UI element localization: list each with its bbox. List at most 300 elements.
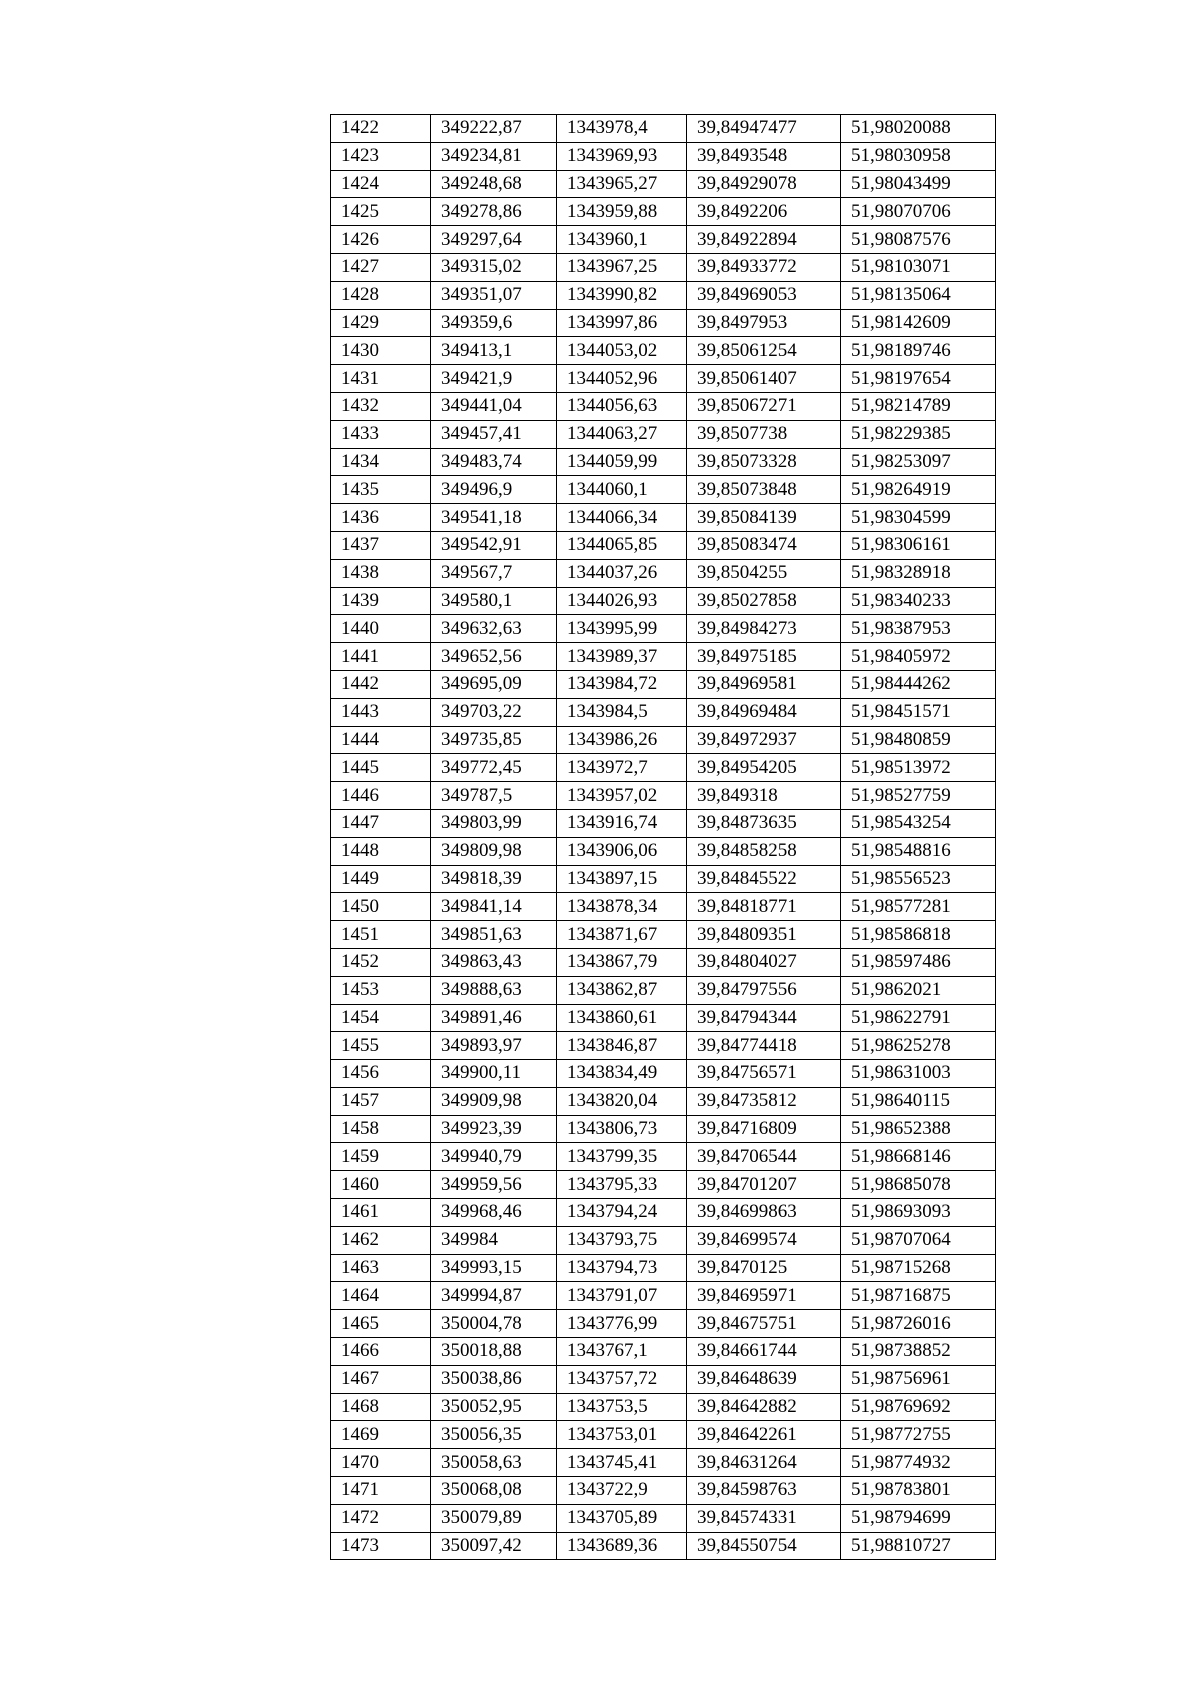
point-number-cell: 1440 (331, 615, 431, 643)
point-number-cell: 1439 (331, 587, 431, 615)
x-coordinate-cell: 349909,98 (431, 1087, 557, 1115)
latitude-cell: 51,98685078 (841, 1171, 996, 1199)
x-coordinate-cell: 349567,7 (431, 559, 557, 587)
point-number-cell: 1441 (331, 643, 431, 671)
longitude-cell: 39,85073328 (687, 448, 841, 476)
x-coordinate-cell: 350068,08 (431, 1477, 557, 1505)
latitude-cell: 51,98444262 (841, 670, 996, 698)
x-coordinate-cell: 349968,46 (431, 1199, 557, 1227)
longitude-cell: 39,84648639 (687, 1365, 841, 1393)
longitude-cell: 39,84774418 (687, 1032, 841, 1060)
point-number-cell: 1424 (331, 170, 431, 198)
table-row (331, 1449, 996, 1477)
x-coordinate-cell: 350038,86 (431, 1365, 557, 1393)
y-coordinate-cell: 1343791,07 (557, 1282, 687, 1310)
latitude-cell: 51,98087576 (841, 226, 996, 254)
table-row (331, 253, 996, 281)
latitude-cell: 51,98543254 (841, 809, 996, 837)
point-number-cell: 1434 (331, 448, 431, 476)
longitude-cell: 39,84716809 (687, 1115, 841, 1143)
x-coordinate-cell: 350058,63 (431, 1449, 557, 1477)
longitude-cell: 39,84969484 (687, 698, 841, 726)
point-number-cell: 1455 (331, 1032, 431, 1060)
longitude-cell: 39,84642882 (687, 1393, 841, 1421)
latitude-cell: 51,98451571 (841, 698, 996, 726)
y-coordinate-cell: 1343799,35 (557, 1143, 687, 1171)
y-coordinate-cell: 1344059,99 (557, 448, 687, 476)
point-number-cell: 1466 (331, 1338, 431, 1366)
table-row (331, 670, 996, 698)
x-coordinate-cell: 349695,09 (431, 670, 557, 698)
latitude-cell: 51,98597486 (841, 948, 996, 976)
longitude-cell: 39,84701207 (687, 1171, 841, 1199)
table-row (331, 1032, 996, 1060)
longitude-cell: 39,85083474 (687, 531, 841, 559)
latitude-cell: 51,98769692 (841, 1393, 996, 1421)
longitude-cell: 39,85061407 (687, 365, 841, 393)
latitude-cell: 51,9862021 (841, 976, 996, 1004)
table-row (331, 531, 996, 559)
longitude-cell: 39,84954205 (687, 754, 841, 782)
table-row (331, 1504, 996, 1532)
point-number-cell: 1436 (331, 504, 431, 532)
point-number-cell: 1432 (331, 392, 431, 420)
latitude-cell: 51,98142609 (841, 309, 996, 337)
y-coordinate-cell: 1343860,61 (557, 1004, 687, 1032)
longitude-cell: 39,85061254 (687, 337, 841, 365)
table-row (331, 1532, 996, 1560)
y-coordinate-cell: 1343689,36 (557, 1532, 687, 1560)
latitude-cell: 51,98640115 (841, 1087, 996, 1115)
latitude-cell: 51,98070706 (841, 198, 996, 226)
point-number-cell: 1442 (331, 670, 431, 698)
latitude-cell: 51,98652388 (841, 1115, 996, 1143)
y-coordinate-cell: 1343834,49 (557, 1060, 687, 1088)
point-number-cell: 1457 (331, 1087, 431, 1115)
y-coordinate-cell: 1343967,25 (557, 253, 687, 281)
table-row (331, 1199, 996, 1227)
longitude-cell: 39,84695971 (687, 1282, 841, 1310)
x-coordinate-cell: 349923,39 (431, 1115, 557, 1143)
y-coordinate-cell: 1343753,5 (557, 1393, 687, 1421)
y-coordinate-cell: 1343794,73 (557, 1254, 687, 1282)
table-row (331, 448, 996, 476)
table-row (331, 1393, 996, 1421)
latitude-cell: 51,98304599 (841, 504, 996, 532)
y-coordinate-cell: 1343959,88 (557, 198, 687, 226)
table-row (331, 170, 996, 198)
y-coordinate-cell: 1343722,9 (557, 1477, 687, 1505)
point-number-cell: 1460 (331, 1171, 431, 1199)
table-row (331, 1115, 996, 1143)
x-coordinate-cell: 349863,43 (431, 948, 557, 976)
latitude-cell: 51,98715268 (841, 1254, 996, 1282)
longitude-cell: 39,84797556 (687, 976, 841, 1004)
table-row (331, 1060, 996, 1088)
table-row (331, 198, 996, 226)
longitude-cell: 39,84598763 (687, 1477, 841, 1505)
latitude-cell: 51,98103071 (841, 253, 996, 281)
point-number-cell: 1452 (331, 948, 431, 976)
y-coordinate-cell: 1343878,34 (557, 893, 687, 921)
longitude-cell: 39,84735812 (687, 1087, 841, 1115)
table-row (331, 587, 996, 615)
point-number-cell: 1443 (331, 698, 431, 726)
table-row (331, 837, 996, 865)
longitude-cell: 39,8504255 (687, 559, 841, 587)
latitude-cell: 51,98197654 (841, 365, 996, 393)
y-coordinate-cell: 1343794,24 (557, 1199, 687, 1227)
table-row (331, 754, 996, 782)
latitude-cell: 51,98707064 (841, 1226, 996, 1254)
latitude-cell: 51,98020088 (841, 115, 996, 143)
latitude-cell: 51,98043499 (841, 170, 996, 198)
x-coordinate-cell: 350097,42 (431, 1532, 557, 1560)
point-number-cell: 1438 (331, 559, 431, 587)
x-coordinate-cell: 349632,63 (431, 615, 557, 643)
x-coordinate-cell: 350056,35 (431, 1421, 557, 1449)
y-coordinate-cell: 1343984,5 (557, 698, 687, 726)
x-coordinate-cell: 349483,74 (431, 448, 557, 476)
y-coordinate-cell: 1343957,02 (557, 782, 687, 810)
y-coordinate-cell: 1344053,02 (557, 337, 687, 365)
x-coordinate-cell: 349703,22 (431, 698, 557, 726)
point-number-cell: 1423 (331, 142, 431, 170)
x-coordinate-cell: 349248,68 (431, 170, 557, 198)
x-coordinate-cell: 349234,81 (431, 142, 557, 170)
point-number-cell: 1427 (331, 253, 431, 281)
y-coordinate-cell: 1344026,93 (557, 587, 687, 615)
longitude-cell: 39,84804027 (687, 948, 841, 976)
longitude-cell: 39,8492206 (687, 198, 841, 226)
longitude-cell: 39,84975185 (687, 643, 841, 671)
latitude-cell: 51,98693093 (841, 1199, 996, 1227)
point-number-cell: 1425 (331, 198, 431, 226)
point-number-cell: 1448 (331, 837, 431, 865)
longitude-cell: 39,85027858 (687, 587, 841, 615)
latitude-cell: 51,98772755 (841, 1421, 996, 1449)
latitude-cell: 51,98625278 (841, 1032, 996, 1060)
x-coordinate-cell: 349772,45 (431, 754, 557, 782)
point-number-cell: 1464 (331, 1282, 431, 1310)
longitude-cell: 39,8493548 (687, 142, 841, 170)
latitude-cell: 51,98774932 (841, 1449, 996, 1477)
longitude-cell: 39,85073848 (687, 476, 841, 504)
x-coordinate-cell: 350052,95 (431, 1393, 557, 1421)
point-number-cell: 1447 (331, 809, 431, 837)
latitude-cell: 51,98577281 (841, 893, 996, 921)
longitude-cell: 39,85067271 (687, 392, 841, 420)
point-number-cell: 1468 (331, 1393, 431, 1421)
y-coordinate-cell: 1343997,86 (557, 309, 687, 337)
y-coordinate-cell: 1343990,82 (557, 281, 687, 309)
table-row (331, 809, 996, 837)
longitude-cell: 39,84574331 (687, 1504, 841, 1532)
table-row (331, 365, 996, 393)
point-number-cell: 1456 (331, 1060, 431, 1088)
longitude-cell: 39,84972937 (687, 726, 841, 754)
point-number-cell: 1426 (331, 226, 431, 254)
x-coordinate-cell: 350004,78 (431, 1310, 557, 1338)
point-number-cell: 1431 (331, 365, 431, 393)
latitude-cell: 51,98810727 (841, 1532, 996, 1560)
y-coordinate-cell: 1344066,34 (557, 504, 687, 532)
longitude-cell: 39,8497953 (687, 309, 841, 337)
x-coordinate-cell: 349809,98 (431, 837, 557, 865)
y-coordinate-cell: 1343972,7 (557, 754, 687, 782)
longitude-cell: 39,84699574 (687, 1226, 841, 1254)
latitude-cell: 51,98631003 (841, 1060, 996, 1088)
y-coordinate-cell: 1343753,01 (557, 1421, 687, 1449)
point-number-cell: 1463 (331, 1254, 431, 1282)
x-coordinate-cell: 349900,11 (431, 1060, 557, 1088)
x-coordinate-cell: 350079,89 (431, 1504, 557, 1532)
y-coordinate-cell: 1343757,72 (557, 1365, 687, 1393)
longitude-cell: 39,84699863 (687, 1199, 841, 1227)
x-coordinate-cell: 349222,87 (431, 115, 557, 143)
latitude-cell: 51,98214789 (841, 392, 996, 420)
point-number-cell: 1469 (331, 1421, 431, 1449)
latitude-cell: 51,98480859 (841, 726, 996, 754)
latitude-cell: 51,98135064 (841, 281, 996, 309)
longitude-cell: 39,84661744 (687, 1338, 841, 1366)
table-row (331, 504, 996, 532)
longitude-cell: 39,84922894 (687, 226, 841, 254)
latitude-cell: 51,98738852 (841, 1338, 996, 1366)
table-row (331, 1254, 996, 1282)
point-number-cell: 1472 (331, 1504, 431, 1532)
y-coordinate-cell: 1343776,99 (557, 1310, 687, 1338)
table-row (331, 115, 996, 143)
x-coordinate-cell: 349541,18 (431, 504, 557, 532)
latitude-cell: 51,98756961 (841, 1365, 996, 1393)
point-number-cell: 1462 (331, 1226, 431, 1254)
x-coordinate-cell: 349787,5 (431, 782, 557, 810)
point-number-cell: 1470 (331, 1449, 431, 1477)
y-coordinate-cell: 1343820,04 (557, 1087, 687, 1115)
point-number-cell: 1446 (331, 782, 431, 810)
point-number-cell: 1433 (331, 420, 431, 448)
latitude-cell: 51,98387953 (841, 615, 996, 643)
longitude-cell: 39,84929078 (687, 170, 841, 198)
y-coordinate-cell: 1344060,1 (557, 476, 687, 504)
point-number-cell: 1449 (331, 865, 431, 893)
x-coordinate-cell: 349940,79 (431, 1143, 557, 1171)
y-coordinate-cell: 1343871,67 (557, 921, 687, 949)
x-coordinate-cell: 349893,97 (431, 1032, 557, 1060)
x-coordinate-cell: 349888,63 (431, 976, 557, 1004)
latitude-cell: 51,98527759 (841, 782, 996, 810)
point-number-cell: 1422 (331, 115, 431, 143)
x-coordinate-cell: 350018,88 (431, 1338, 557, 1366)
longitude-cell: 39,84756571 (687, 1060, 841, 1088)
table-row (331, 559, 996, 587)
latitude-cell: 51,98794699 (841, 1504, 996, 1532)
longitude-cell: 39,84984273 (687, 615, 841, 643)
table-row (331, 1310, 996, 1338)
point-number-cell: 1465 (331, 1310, 431, 1338)
longitude-cell: 39,8507738 (687, 420, 841, 448)
y-coordinate-cell: 1343795,33 (557, 1171, 687, 1199)
longitude-cell: 39,84858258 (687, 837, 841, 865)
x-coordinate-cell: 349993,15 (431, 1254, 557, 1282)
latitude-cell: 51,98726016 (841, 1310, 996, 1338)
longitude-cell: 39,84631264 (687, 1449, 841, 1477)
x-coordinate-cell: 349959,56 (431, 1171, 557, 1199)
y-coordinate-cell: 1343897,15 (557, 865, 687, 893)
point-number-cell: 1451 (331, 921, 431, 949)
x-coordinate-cell: 349421,9 (431, 365, 557, 393)
y-coordinate-cell: 1343867,79 (557, 948, 687, 976)
y-coordinate-cell: 1344063,27 (557, 420, 687, 448)
point-number-cell: 1445 (331, 754, 431, 782)
longitude-cell: 39,849318 (687, 782, 841, 810)
point-number-cell: 1454 (331, 1004, 431, 1032)
point-number-cell: 1450 (331, 893, 431, 921)
point-number-cell: 1453 (331, 976, 431, 1004)
latitude-cell: 51,98189746 (841, 337, 996, 365)
table-row (331, 698, 996, 726)
latitude-cell: 51,98548816 (841, 837, 996, 865)
x-coordinate-cell: 349413,1 (431, 337, 557, 365)
latitude-cell: 51,98264919 (841, 476, 996, 504)
table-row (331, 142, 996, 170)
x-coordinate-cell: 349441,04 (431, 392, 557, 420)
latitude-cell: 51,98229385 (841, 420, 996, 448)
longitude-cell: 39,84550754 (687, 1532, 841, 1560)
coordinates-table (330, 114, 996, 1560)
x-coordinate-cell: 349542,91 (431, 531, 557, 559)
table-row (331, 1004, 996, 1032)
table-row (331, 1421, 996, 1449)
latitude-cell: 51,98556523 (841, 865, 996, 893)
point-number-cell: 1437 (331, 531, 431, 559)
y-coordinate-cell: 1343862,87 (557, 976, 687, 1004)
y-coordinate-cell: 1343846,87 (557, 1032, 687, 1060)
table-row (331, 476, 996, 504)
table-row (331, 392, 996, 420)
point-number-cell: 1473 (331, 1532, 431, 1560)
y-coordinate-cell: 1343960,1 (557, 226, 687, 254)
table-row (331, 865, 996, 893)
x-coordinate-cell: 349278,86 (431, 198, 557, 226)
latitude-cell: 51,98405972 (841, 643, 996, 671)
x-coordinate-cell: 349315,02 (431, 253, 557, 281)
y-coordinate-cell: 1343969,93 (557, 142, 687, 170)
y-coordinate-cell: 1344037,26 (557, 559, 687, 587)
longitude-cell: 39,84845522 (687, 865, 841, 893)
latitude-cell: 51,98513972 (841, 754, 996, 782)
x-coordinate-cell: 349851,63 (431, 921, 557, 949)
x-coordinate-cell: 349818,39 (431, 865, 557, 893)
latitude-cell: 51,98030958 (841, 142, 996, 170)
x-coordinate-cell: 349984 (431, 1226, 557, 1254)
point-number-cell: 1471 (331, 1477, 431, 1505)
latitude-cell: 51,98340233 (841, 587, 996, 615)
y-coordinate-cell: 1343745,41 (557, 1449, 687, 1477)
x-coordinate-cell: 349351,07 (431, 281, 557, 309)
table-row (331, 420, 996, 448)
table-row (331, 337, 996, 365)
latitude-cell: 51,98586818 (841, 921, 996, 949)
latitude-cell: 51,98328918 (841, 559, 996, 587)
x-coordinate-cell: 349652,56 (431, 643, 557, 671)
y-coordinate-cell: 1343793,75 (557, 1226, 687, 1254)
x-coordinate-cell: 349891,46 (431, 1004, 557, 1032)
point-number-cell: 1467 (331, 1365, 431, 1393)
longitude-cell: 39,84933772 (687, 253, 841, 281)
y-coordinate-cell: 1344052,96 (557, 365, 687, 393)
table-row (331, 782, 996, 810)
y-coordinate-cell: 1343806,73 (557, 1115, 687, 1143)
table-row (331, 1282, 996, 1310)
longitude-cell: 39,84947477 (687, 115, 841, 143)
x-coordinate-cell: 349496,9 (431, 476, 557, 504)
point-number-cell: 1430 (331, 337, 431, 365)
point-number-cell: 1428 (331, 281, 431, 309)
x-coordinate-cell: 349994,87 (431, 1282, 557, 1310)
longitude-cell: 39,84809351 (687, 921, 841, 949)
y-coordinate-cell: 1343995,99 (557, 615, 687, 643)
y-coordinate-cell: 1343916,74 (557, 809, 687, 837)
y-coordinate-cell: 1344056,63 (557, 392, 687, 420)
y-coordinate-cell: 1343989,37 (557, 643, 687, 671)
longitude-cell: 39,8470125 (687, 1254, 841, 1282)
longitude-cell: 39,84873635 (687, 809, 841, 837)
y-coordinate-cell: 1343978,4 (557, 115, 687, 143)
table-row (331, 1226, 996, 1254)
longitude-cell: 39,84675751 (687, 1310, 841, 1338)
latitude-cell: 51,98622791 (841, 1004, 996, 1032)
table-row (331, 976, 996, 1004)
y-coordinate-cell: 1344065,85 (557, 531, 687, 559)
x-coordinate-cell: 349580,1 (431, 587, 557, 615)
table-row (331, 1087, 996, 1115)
table-row (331, 1477, 996, 1505)
latitude-cell: 51,98716875 (841, 1282, 996, 1310)
table-row (331, 921, 996, 949)
table-row (331, 948, 996, 976)
table-row (331, 726, 996, 754)
longitude-cell: 39,84969053 (687, 281, 841, 309)
x-coordinate-cell: 349841,14 (431, 893, 557, 921)
table-row (331, 281, 996, 309)
y-coordinate-cell: 1343906,06 (557, 837, 687, 865)
coordinates-table-body (331, 115, 996, 1560)
table-row (331, 1338, 996, 1366)
point-number-cell: 1461 (331, 1199, 431, 1227)
point-number-cell: 1459 (331, 1143, 431, 1171)
latitude-cell: 51,98783801 (841, 1477, 996, 1505)
latitude-cell: 51,98668146 (841, 1143, 996, 1171)
x-coordinate-cell: 349735,85 (431, 726, 557, 754)
table-row (331, 226, 996, 254)
y-coordinate-cell: 1343984,72 (557, 670, 687, 698)
y-coordinate-cell: 1343767,1 (557, 1338, 687, 1366)
point-number-cell: 1435 (331, 476, 431, 504)
table-row (331, 893, 996, 921)
table-row (331, 1171, 996, 1199)
table-row (331, 309, 996, 337)
x-coordinate-cell: 349803,99 (431, 809, 557, 837)
longitude-cell: 39,84818771 (687, 893, 841, 921)
x-coordinate-cell: 349359,6 (431, 309, 557, 337)
x-coordinate-cell: 349297,64 (431, 226, 557, 254)
point-number-cell: 1458 (331, 1115, 431, 1143)
point-number-cell: 1429 (331, 309, 431, 337)
longitude-cell: 39,84642261 (687, 1421, 841, 1449)
point-number-cell: 1444 (331, 726, 431, 754)
